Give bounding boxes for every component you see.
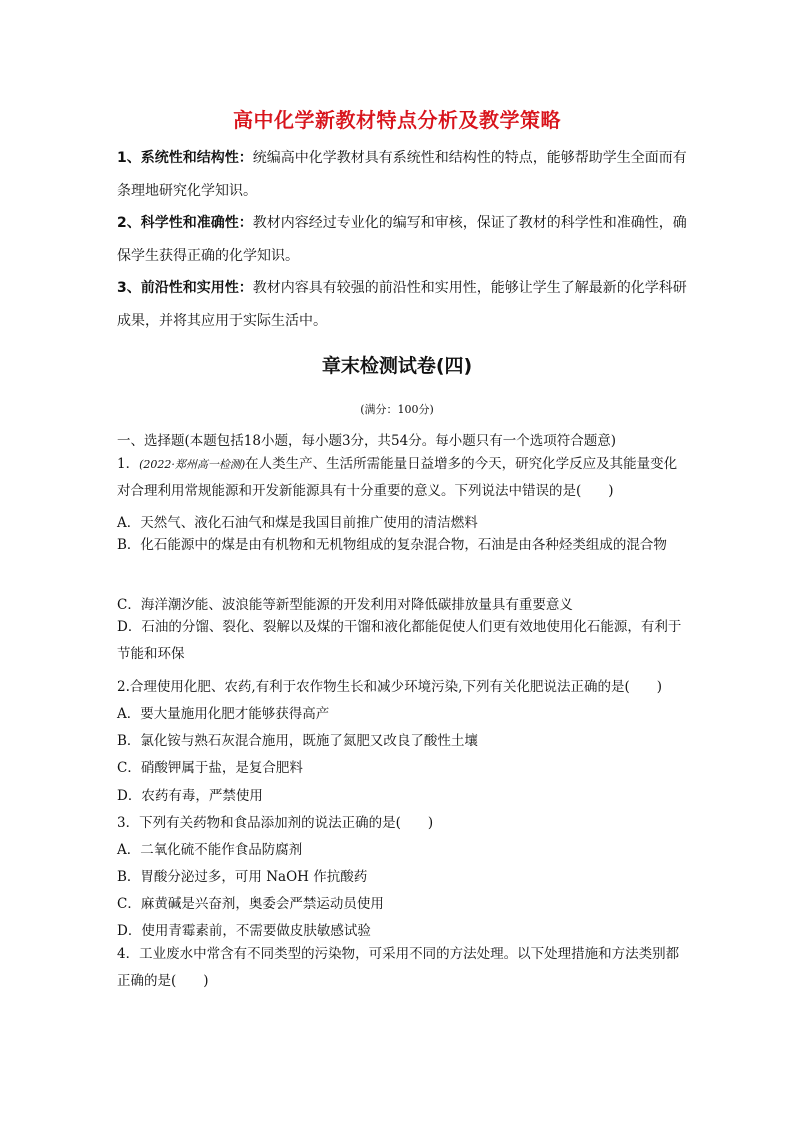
q2-option-a: A．要大量施用化肥才能够获得高产 [117, 706, 330, 722]
q3-option-a: A．二氧化硫不能作食品防腐剂 [117, 842, 303, 858]
exam-score: (满分：100分) [360, 403, 434, 416]
feature-label: 3、前沿性和实用性： [117, 280, 253, 296]
question-3-stem: 3．下列有关药物和食品添加剂的说法正确的是( ) [117, 815, 434, 831]
question-text: 在人类生产、生活所需能量日益增多的今天，研究化学反应及其能量变化对合理利用常规能源和开发新能源具有十分重要的意义。下列说法中错误的是( ) [117, 456, 678, 499]
q2-option-c: C．硝酸钾属于盐，是复合肥料 [117, 760, 303, 776]
question-2-stem: 2.合理使用化肥、农药,有利于农作物生长和减少环境污染,下列有关化肥说法正确的是( ) [117, 679, 662, 695]
feature-text: 统编高中化学教材具有系统性和结构性的特点，能够帮助学生全面而有条理地研究化学知识。 [117, 150, 687, 199]
exam-title: 章末检测试卷(四) [321, 355, 473, 377]
page-title: 高中化学新教材特点分析及教学策略 [233, 108, 561, 132]
q3-option-d: D．使用青霉素前，不需要做皮肤敏感试验 [117, 923, 371, 939]
section-heading: 一、选择题(本题包括18小题，每小题3分，共54分。每小题只有一个选项符合题意) [117, 433, 616, 449]
q1-option-d: D．石油的分馏、裂化、裂解以及煤的干馏和液化都能促使人们更有效地使用化石能源，有利于节能和环保 [117, 619, 682, 662]
feature-text: 教材内容经过专业化的编写和审核，保证了教材的科学性和准确性，确保学生获得正确的化学知识。 [117, 215, 687, 264]
question-1-stem [117, 451, 689, 505]
q3-option-c: C．麻黄碱是兴奋剂，奥委会严禁运动员使用 [117, 896, 384, 912]
q2-option-b: B．氯化铵与熟石灰混合施用，既施了氮肥又改良了酸性土壤 [117, 733, 478, 749]
q1-option-a: A．天然气、液化石油气和煤是我国目前推广使用的清洁燃料 [117, 515, 478, 531]
feature-label: 1、系统性和结构性： [117, 150, 253, 166]
q3-option-b: B．胃酸分泌过多，可用 NaOH 作抗酸药 [117, 869, 368, 885]
feature-item-1 [117, 142, 689, 208]
feature-item-2 [117, 207, 689, 273]
question-source: (2022·郑州高一检测) [139, 458, 246, 471]
feature-text: 教材内容具有较强的前沿性和实用性，能够让学生了解最新的化学科研成果，并将其应用于实际生活中。 [117, 280, 687, 329]
feature-label: 2、科学性和准确性： [117, 215, 253, 231]
q1-option-b: B．化石能源中的煤是由有机物和无机物组成的复杂混合物，石油是由各种烃类组成的混合物 [117, 537, 667, 553]
q2-option-d: D．农药有毒，严禁使用 [117, 788, 263, 804]
q1-option-c: C．海洋潮汐能、波浪能等新型能源的开发利用对降低碳排放量具有重要意义 [117, 597, 573, 613]
question-number: 1． [117, 456, 140, 472]
feature-item-3 [117, 272, 689, 338]
question-4-stem: 4．工业废水中常含有不同类型的污染物，可采用不同的方法处理。以下处理措施和方法类别都正确的是( ) [117, 946, 680, 989]
